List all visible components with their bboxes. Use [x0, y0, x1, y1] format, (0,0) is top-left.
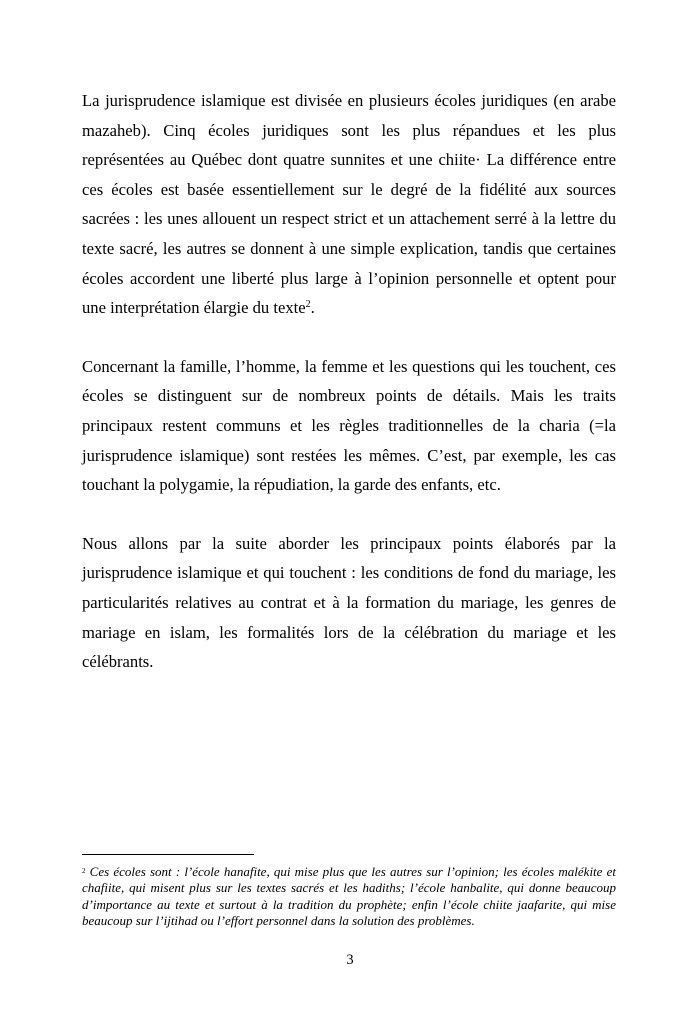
footnote [82, 864, 616, 930]
paragraph-schools-end: . [310, 298, 315, 318]
paragraph-outline: Nous allons par la suite aborder les principaux points élaborés par la jurisprudence islamique et qui touchent : les conditions de fond du mariage, les particularités relatives au contrat et à la formation du mariage, les genres de mariage en islam, les formalités lors de la célébration du mariage et les célébrants. [82, 533, 616, 672]
page-number: 3 [346, 952, 354, 968]
footnote-reference[interactable]: 2 [305, 299, 311, 311]
body-text [82, 86, 616, 677]
paragraph-schools [82, 86, 616, 323]
footnote-marker: 2 [82, 867, 86, 875]
footnote-separator [82, 854, 254, 855]
paragraph-family: Concernant la famille, l’homme, la femme et les questions qui les touchent, ces écoles se distinguent sur de nombreux points de détails. Mais les traits principaux restent communs et les règles traditionnelles de la charia (=la jurisprudence islamique) sont restées les mêmes. C’est, par exemple, les cas touchant la polygamie, la répudiation, la garde des enfants, etc. [82, 356, 616, 495]
paragraph-schools-text: La jurisprudence islamique est divisée en plusieurs écoles juridiques (en arabe mazaheb). Cinq écoles juridiques sont les plus répandues et les plus représentées au Québec dont quatre sunnites et une chiite· La différence entre ces écoles est basée essentiellement sur le degré de la fidélité aux sources sacrées : les unes allouent un respect strict et un attachement serré à la lettre du texte sacré, les autres se donnent à une simple explication, tandis que certaines écoles accordent une liberté plus large à l’opinion personnelle et optent pour une interprétation élargie du texte [82, 91, 616, 318]
footnote-text: Ces écoles sont : l’école hanafite, qui mise plus que les autres sur l’opinion; les écoles malékite et chafiite, qui misent plus sur les textes sacrés et les hadiths; l’école hanbalite, qui donne beaucoup d’importance au texte et surtout à la tradition du prophète; enfin l’école chiite jaafarite, qui mise beaucoup sur l’ijtihad ou l’effort personnel dans la solution des problèmes. [82, 864, 616, 929]
